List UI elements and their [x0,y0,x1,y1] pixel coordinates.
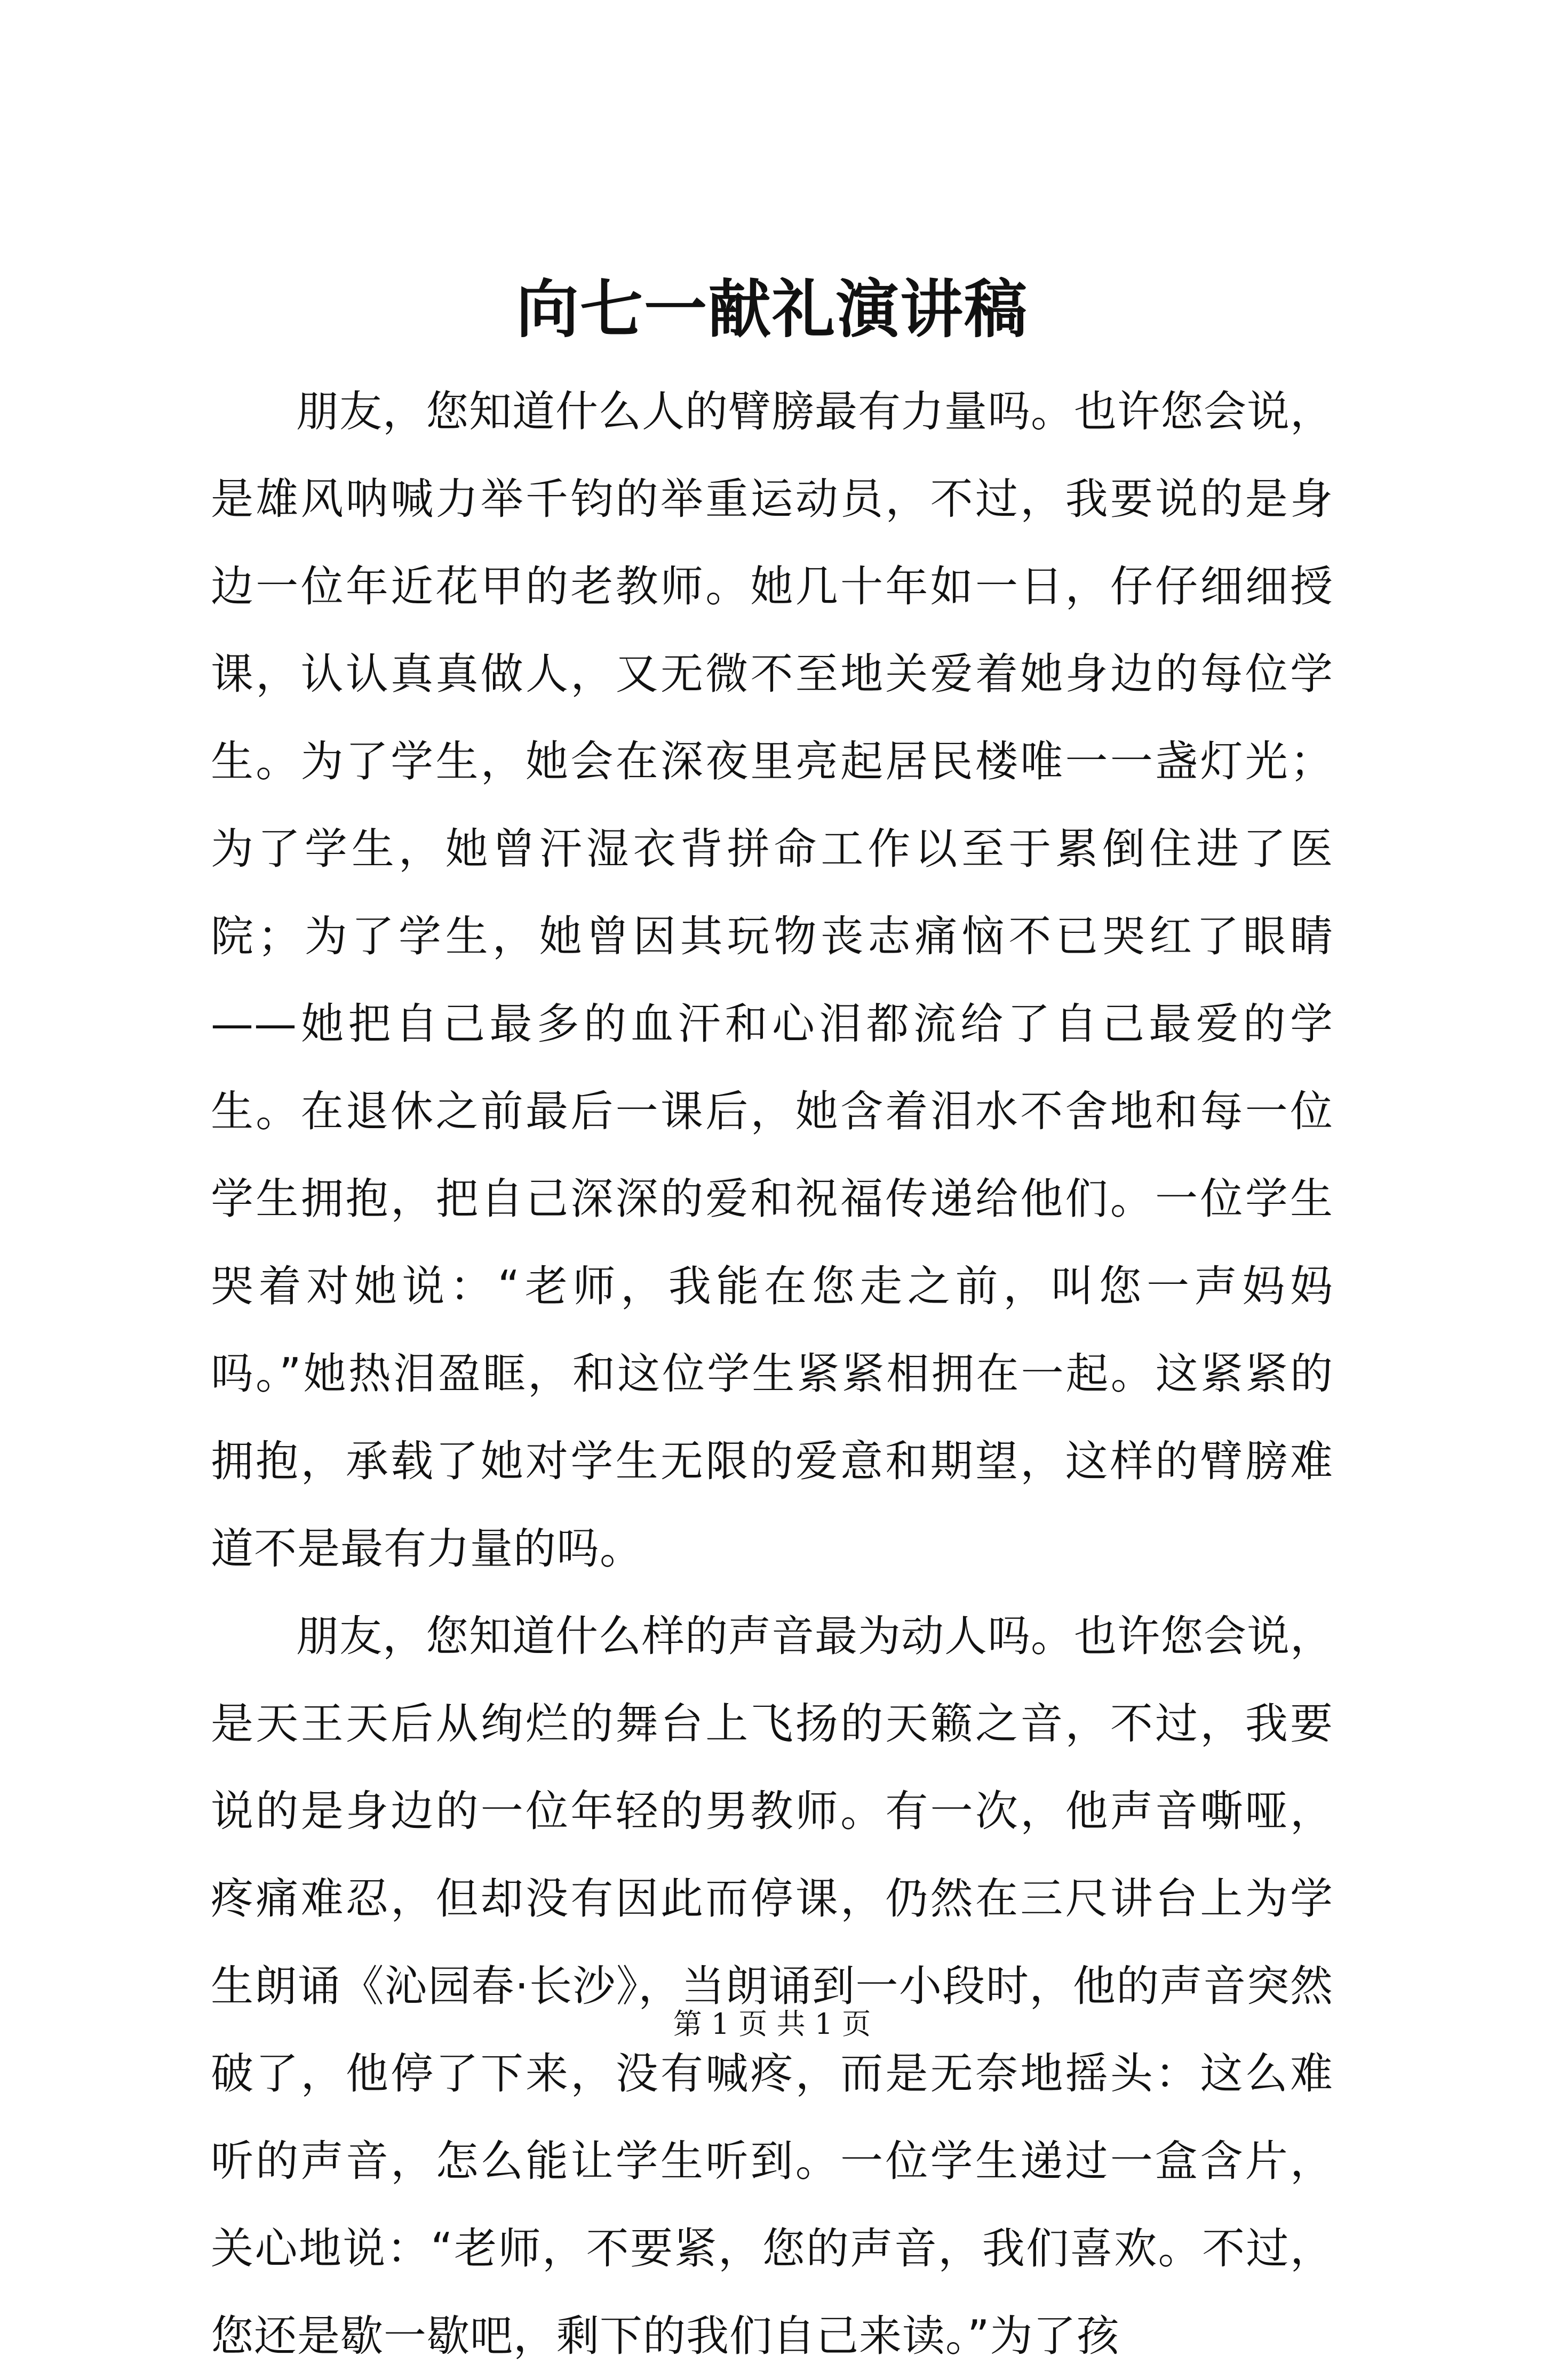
paragraph-2: 朋友，您知道什么样的声音最为动人吗。也许您会说，是天王天后从绚烂的舞台上飞扬的天籁之音，不过，我要说的是身边的一位年轻的男教师。有一次，他声音嘶哑，疼痛难忍，但却没有因此而停课，仍然在三尺讲台上为学生朗诵《沁园春·长沙》，当朗诵到一小段时，他的声音突然破了，他停了下来，没有喊疼，而是无奈地摇头：这么难听的声音，怎么能让学生听到。一位学生递过一盒含片，关心地说：“老师，不要紧，您的声音，我们喜欢。不过，您还是歇一歇吧，剩下的我们自己来读。”为了孩 [211,1611,1333,2361]
document-title: 向七一献礼演讲稿 [515,272,1028,346]
page-footer: 第 1 页 共 1 页 [673,2007,871,2041]
document-body [211,368,1333,2380]
paragraph-1: 朋友，您知道什么人的臂膀最有力量吗。也许您会说，是雄风呐喊力举千钧的举重运动员，不过，我要说的是身边一位年近花甲的老教师。她几十年如一日，仔仔细细授课，认认真真做人，又无微不至地关爱着她身边的每位学生。为了学生，她会在深夜里亮起居民楼唯一一盏灯光；为了学生，她曾汗湿衣背拼命工作以至于累倒住进了医院；为了学生，她曾因其玩物丧志痛恼不已哭红了眼睛——她把自己最多的血汗和心泪都流给了自己最爱的学生。在退休之前最后一课后，她含着泪水不舍地和每一位学生拥抱，把自己深深的爱和祝福传递给他们。一位学生哭着对她说：“老师，我能在您走之前，叫您一声妈妈吗。”她热泪盈眶，和这位学生紧紧相拥在一起。这紧紧的拥抱，承载了她对学生无限的爱意和期望，这样的臂膀难道不是最有力量的吗。 [211,387,1333,1574]
